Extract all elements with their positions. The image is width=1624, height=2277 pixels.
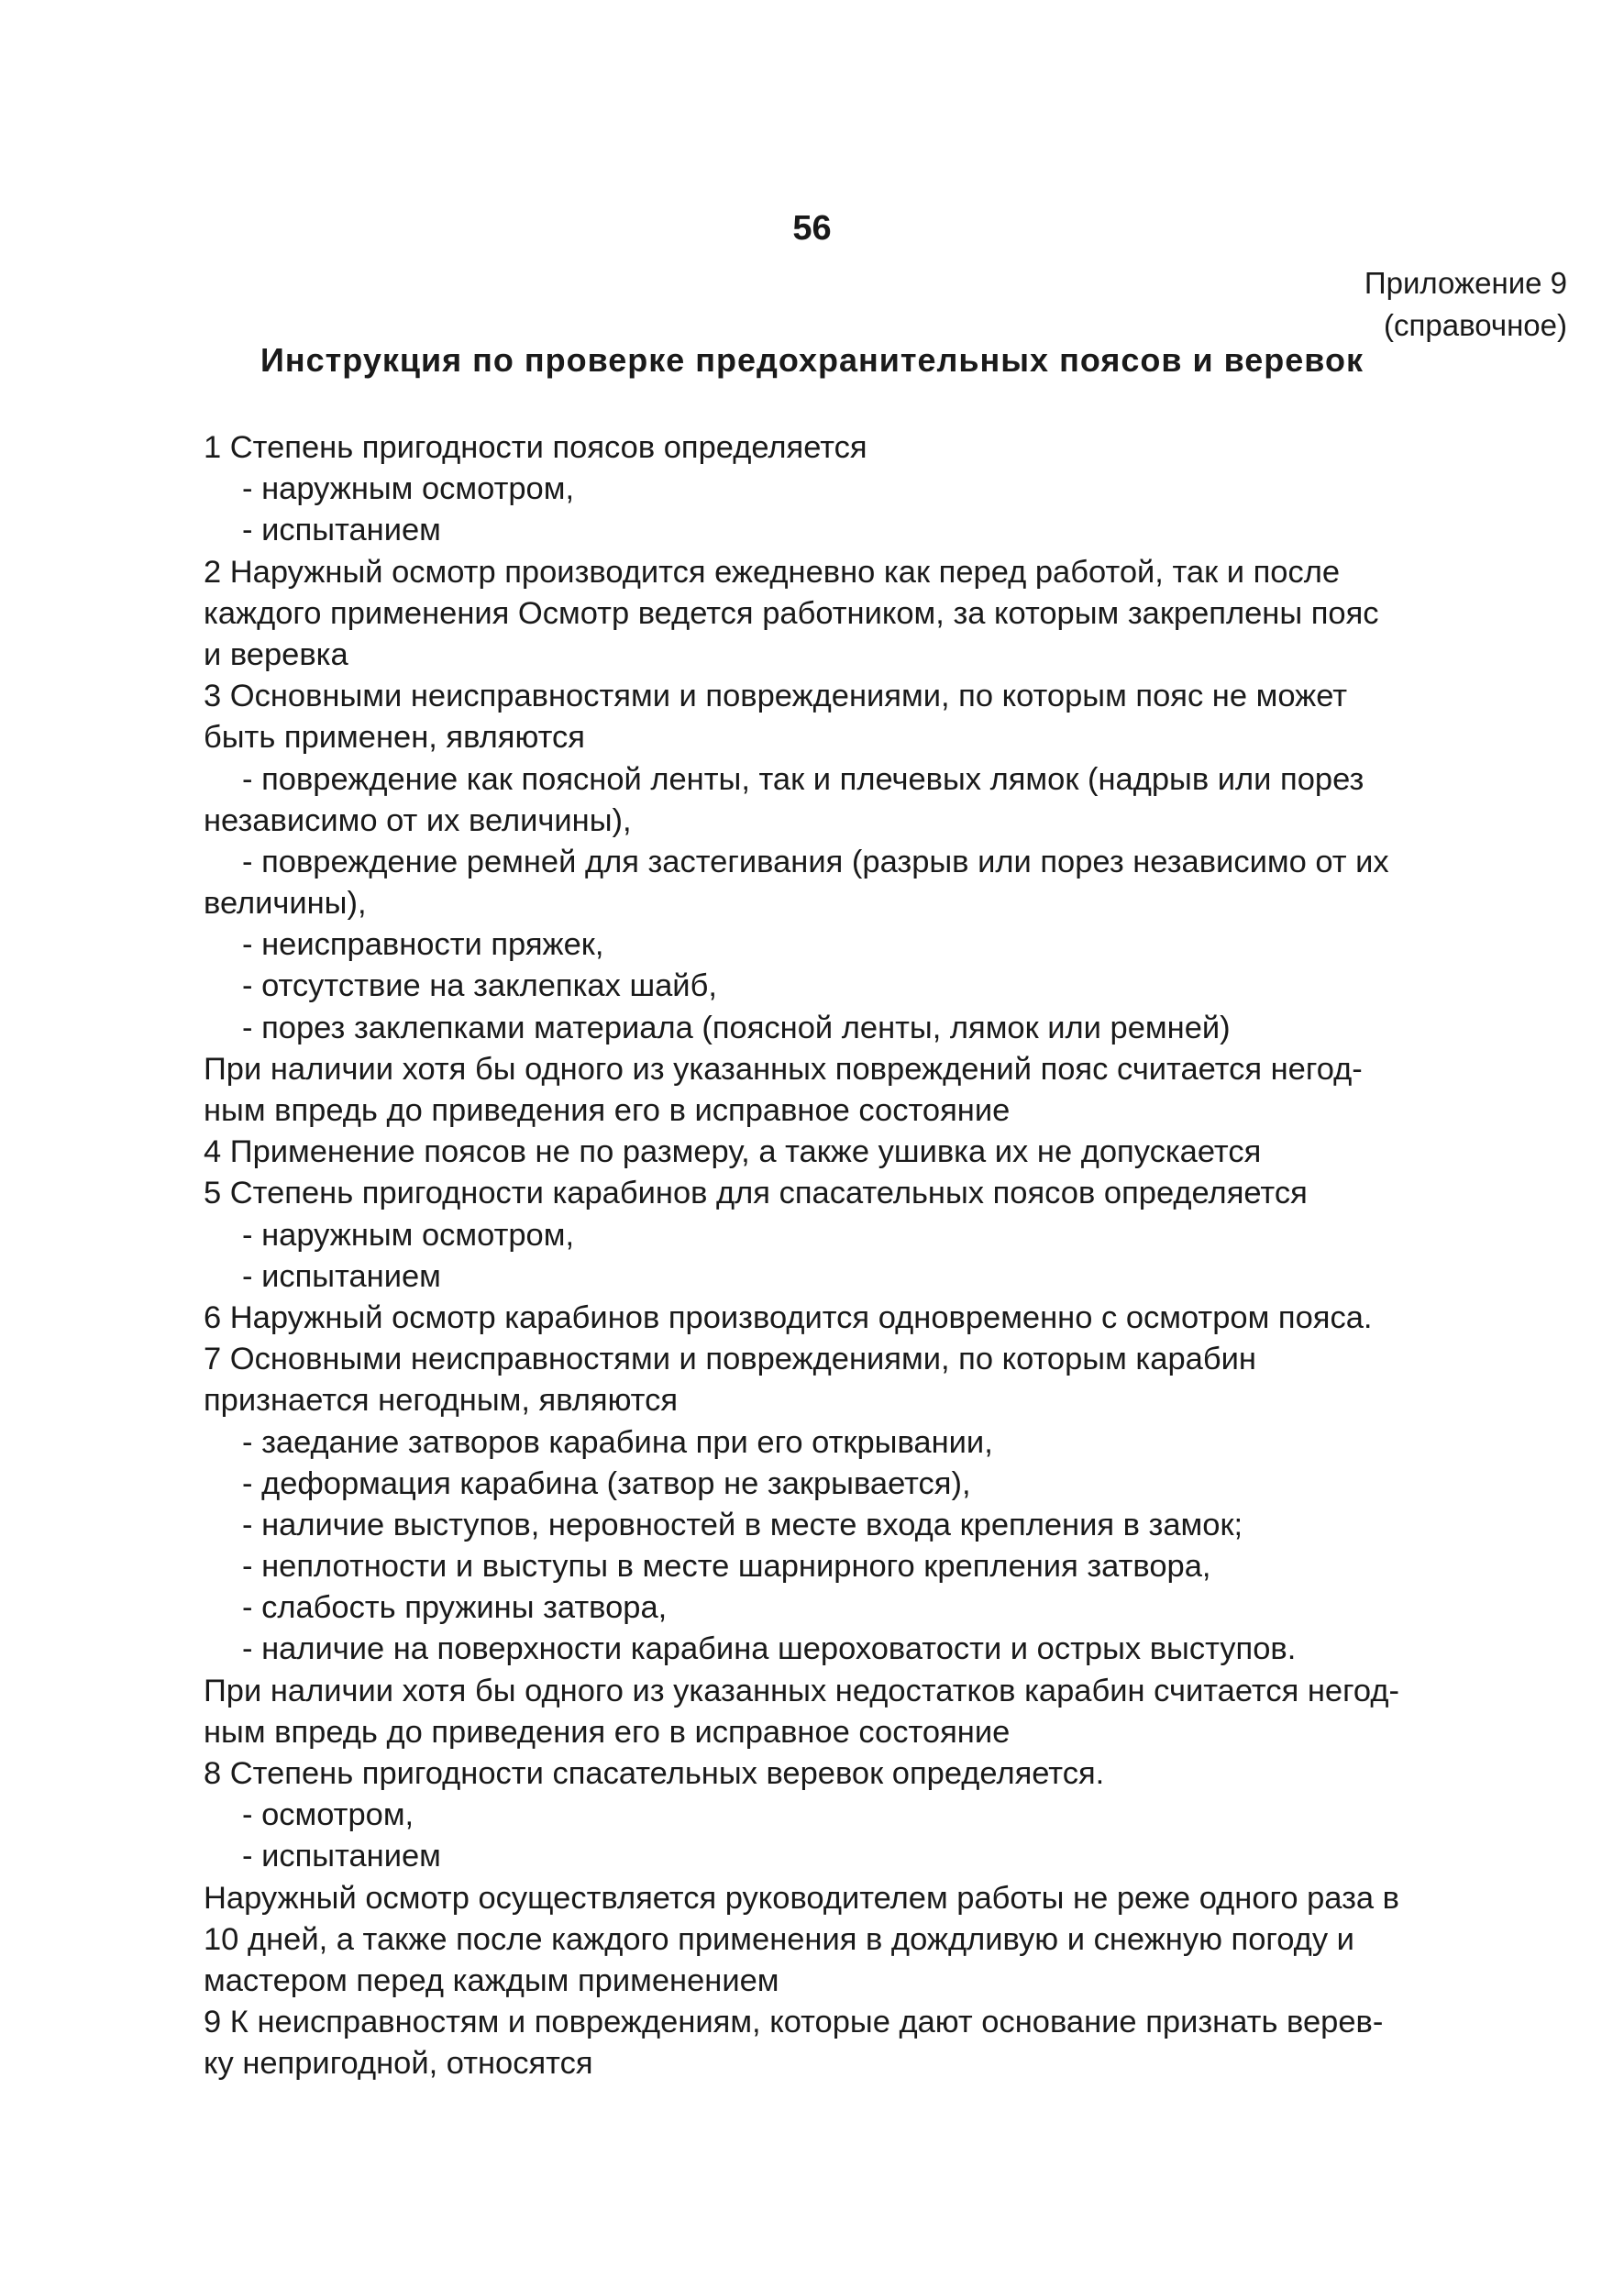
- appendix-note: (справочное): [1384, 308, 1567, 342]
- list-item: - заедание затворов карабина при его открывании,: [242, 1424, 993, 1460]
- text-line: мастером перед каждым применением: [204, 1962, 779, 1998]
- list-item: - неплотности и выступы в месте шарнирного крепления затвора,: [242, 1549, 1211, 1585]
- text-line: 1 Степень пригодности поясов определяется: [204, 430, 867, 465]
- text-line: ным впредь до приведения его в исправное состояние: [204, 1714, 1011, 1750]
- list-item: - повреждение ремней для застегивания (разрыв или порез независимо от их: [242, 844, 1389, 879]
- list-item: - осмотром,: [242, 1797, 414, 1833]
- list-item: - наличие выступов, неровностей в месте входа крепления в замок;: [242, 1507, 1243, 1542]
- text-line: Наружный осмотр осуществляется руководителем работы не реже одного раза в: [204, 1880, 1400, 1916]
- text-line: 5 Степень пригодности карабинов для спасательных поясов определяется: [204, 1176, 1308, 1211]
- text-line: 7 Основными неисправностями и повреждениями, по которым карабин: [204, 1342, 1256, 1377]
- list-item: - повреждение как поясной ленты, так и плечевых лямок (надрыв или порез: [242, 761, 1364, 797]
- text-line: При наличии хотя бы одного из указанных недостатков карабин считается негод-: [204, 1673, 1399, 1708]
- document-body: [204, 427, 1568, 2085]
- text-line: 2 Наружный осмотр производится ежедневно как перед работой, так и после: [204, 554, 1341, 590]
- appendix-label: [1364, 262, 1567, 347]
- list-item: - деформация карабина (затвор не закрывается),: [242, 1465, 971, 1501]
- list-item: - порез заклепками материала (поясной ленты, лямок или ремней): [242, 1010, 1231, 1045]
- list-item: - слабость пружины затвора,: [242, 1590, 668, 1626]
- list-item: - испытанием: [242, 513, 441, 548]
- document-title: Инструкция по проверке предохранительных поясов и веревок: [260, 341, 1364, 379]
- text-line: каждого применения Осмотр ведется работником, за которым закреплены пояс: [204, 595, 1379, 631]
- text-line: величины),: [204, 886, 367, 922]
- list-item: - испытанием: [242, 1839, 441, 1874]
- page-number: 56: [792, 209, 832, 248]
- list-item: - наличие на поверхности карабина шероховатости и острых выступов.: [242, 1631, 1297, 1667]
- list-item: - отсутствие на заклепках шайб,: [242, 968, 717, 1004]
- appendix-title: Приложение 9: [1364, 266, 1567, 300]
- list-item: - неисправности пряжек,: [242, 927, 604, 963]
- text-line: 4 Применение поясов не по размеру, а также ушивка их не допускается: [204, 1134, 1262, 1170]
- text-line: 9 К неисправностям и повреждениям, которые дают основание признать верев-: [204, 2005, 1384, 2040]
- text-line: быть применен, являются: [204, 720, 585, 756]
- text-line: независимо от их величины),: [204, 802, 632, 838]
- text-line: 6 Наружный осмотр карабинов производится одновременно с осмотром пояса.: [204, 1299, 1373, 1335]
- text-line: 10 дней, а также после каждого применения в дождливую и снежную погоду и: [204, 1921, 1354, 1957]
- list-item: - испытанием: [242, 1258, 441, 1294]
- text-line: признается негодным, являются: [204, 1383, 679, 1419]
- text-line: 3 Основными неисправностями и повреждениями, по которым пояс не может: [204, 679, 1348, 714]
- text-line: ку непригодной, относятся: [204, 2046, 593, 2082]
- text-line: и веревка: [204, 636, 348, 672]
- text-line: При наличии хотя бы одного из указанных повреждений пояс считается негод-: [204, 1051, 1363, 1087]
- list-item: - наружным осмотром,: [242, 1217, 575, 1253]
- list-item: - наружным осмотром,: [242, 471, 575, 507]
- text-line: 8 Степень пригодности спасательных веревок определяется.: [204, 1756, 1105, 1791]
- text-line: ным впредь до приведения его в исправное состояние: [204, 1093, 1011, 1128]
